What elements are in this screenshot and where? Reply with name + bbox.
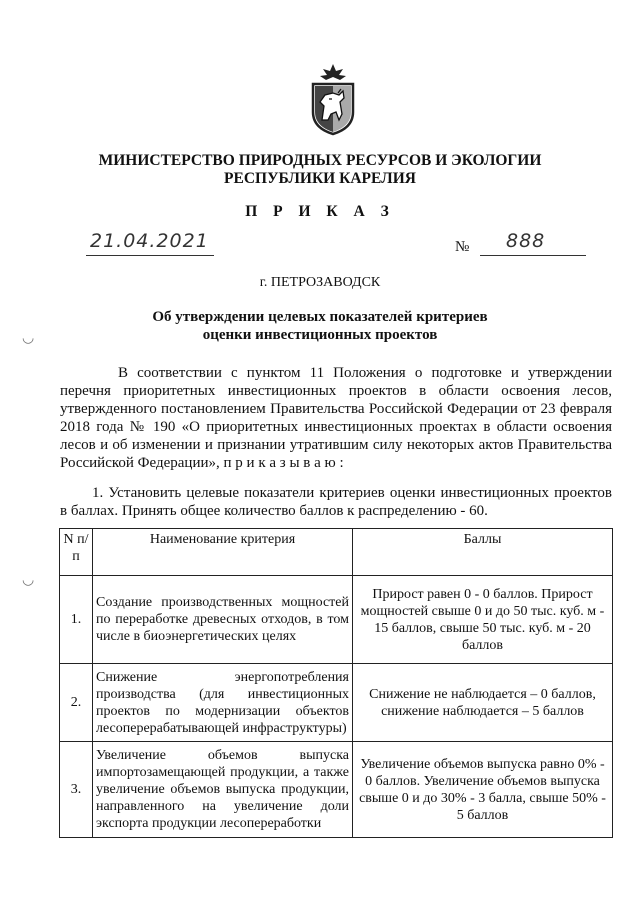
margin-mark: ◡ [22,573,35,588]
criterion-points: Увеличение объемов выпуска равно 0% - 0 баллов. Увеличение объемов выпуска свыше 0 и до 30% - 3 балла, свыше 50% - 5 баллов [353,742,613,838]
document-type: П Р И К А З [245,203,395,220]
order-date: 21.04.2021 [90,230,209,252]
table-header-row [60,529,613,576]
header-criterion: Наименование критерия [93,529,353,576]
coat-of-arms-emblem [305,62,361,136]
table-row [60,576,613,664]
number-underline [480,255,586,256]
item-1-paragraph: 1. Установить целевые показатели критериев оценки инвестиционных проектов в баллах. Принять общее количество баллов к распределению - 60. [60,485,612,519]
row-number: 1. [60,576,93,664]
number-label: № [455,239,470,255]
order-number: 888 [506,230,546,252]
criterion-name: Создание производственных мощностей по переработке древесных отходов, в том числе в биоэнергетических целях [93,576,353,664]
table-row [60,742,613,838]
criterion-points: Прирост равен 0 - 0 баллов. Прирост мощностей свыше 0 и до 50 тыс. куб. м - 15 баллов, свыше 50 тыс. куб. м - 20 баллов [353,576,613,664]
header-number: N п/п [60,529,93,576]
margin-mark: ◡ [22,331,35,346]
ministry-line-2: РЕСПУБЛИКИ КАРЕЛИЯ [224,170,416,187]
subject-line-1: Об утверждении целевых показателей критериев [152,309,488,325]
row-number: 2. [60,664,93,742]
criterion-name: Снижение энергопотребления производства (для инвестиционных проектов по модернизации объектов лесоперерабатывающей инфраструктуры) [93,664,353,742]
criterion-points: Снижение не наблюдается – 0 баллов, снижение наблюдается – 5 баллов [353,664,613,742]
criterion-name: Увеличение объемов выпуска импортозамещающей продукции, а также увеличение объемов выпуска продукции, направленного на увеличение доли экспорта продукции лесопереработки [93,742,353,838]
criteria-table [59,528,613,838]
ministry-line-1: МИНИСТЕРСТВО ПРИРОДНЫХ РЕСУРСОВ И ЭКОЛОГИИ [98,152,542,169]
ministry-name [60,152,580,188]
row-number: 3. [60,742,93,838]
table-row [60,664,613,742]
intro-paragraph: В соответствии с пунктом 11 Положения о подготовке и утверждении перечня приоритетных инвестиционных проектов в области освоения лесов, утвержденного постановлением Правительства Российской Федерации от 23 февраля 2018 года № 190 «О приоритетных инвестиционных проектах в области освоения лесов и об изменении и признании утратившим силу некоторых актов Правительства Российской Федерации», п р и к а з ы в а ю : [60,365,612,471]
subject-line-2: оценки инвестиционных проектов [202,327,438,343]
order-subject [120,308,520,344]
date-underline [86,255,214,256]
header-points: Баллы [353,529,613,576]
city: г. ПЕТРОЗАВОДСК [259,275,381,290]
